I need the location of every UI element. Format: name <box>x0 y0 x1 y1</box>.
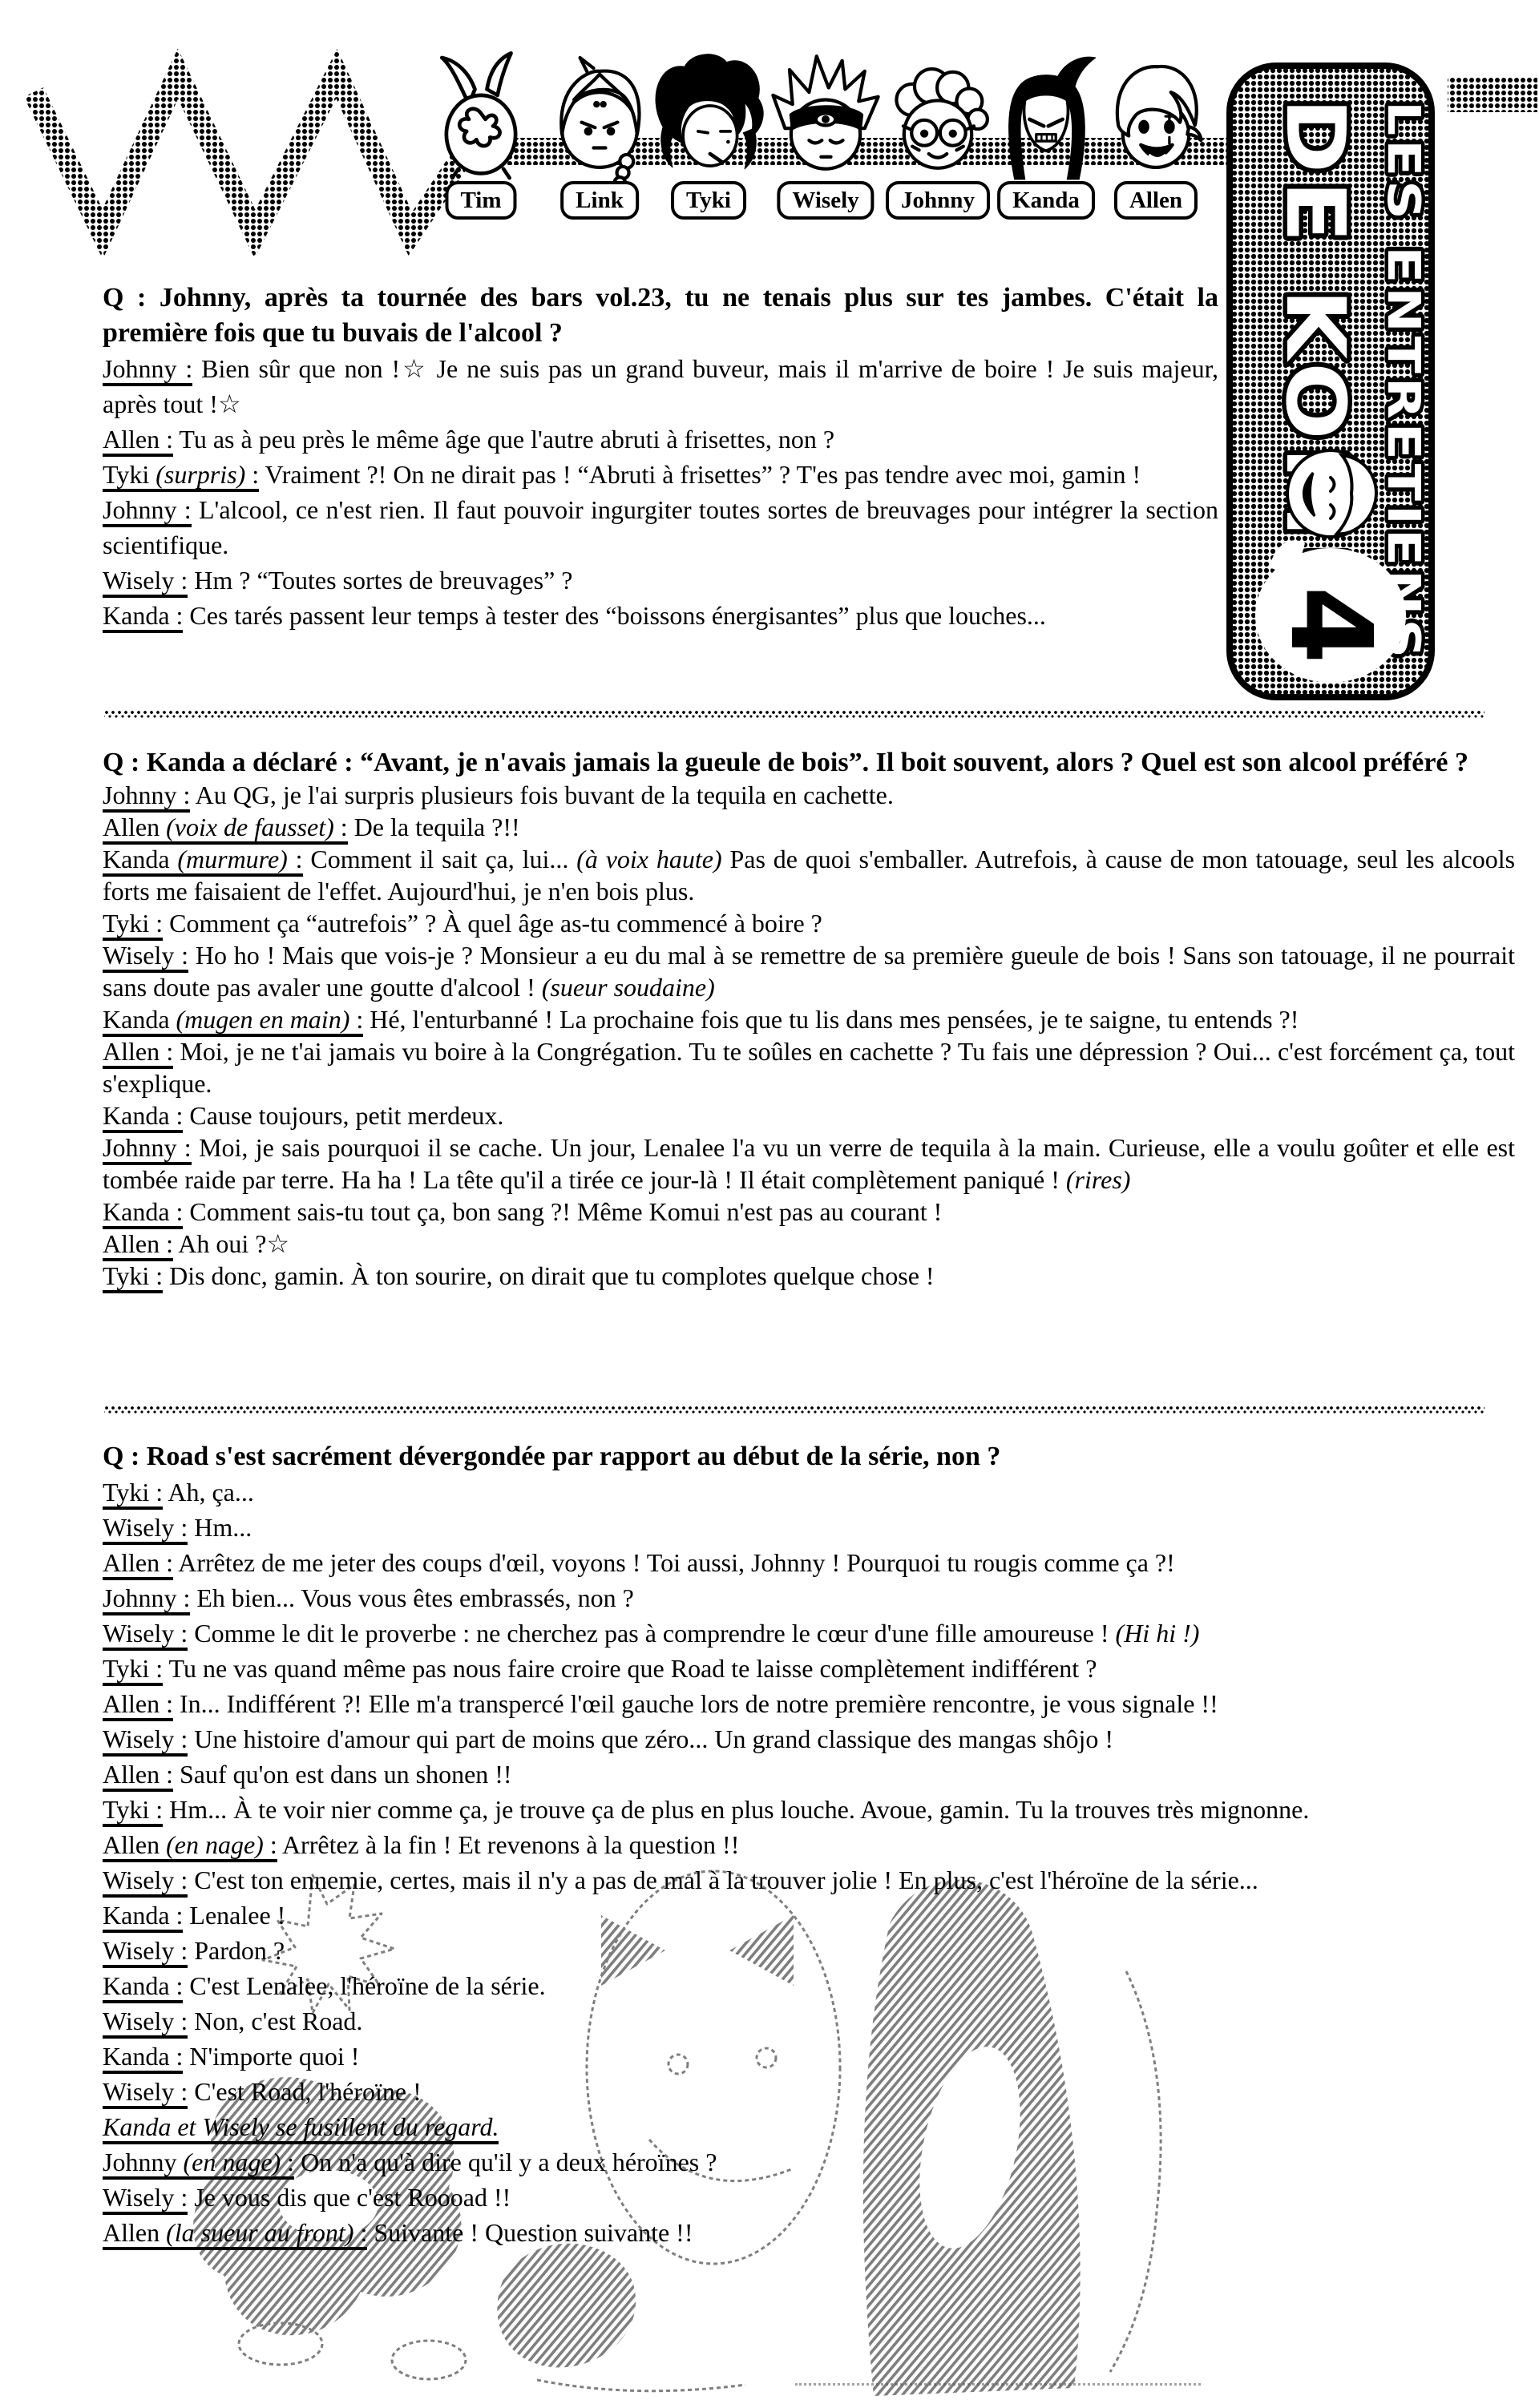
speaker-name: Allen (en nage) : <box>103 1830 277 1862</box>
dialogue-line: Allen : Sauf qu'on est dans un shonen !! <box>103 1757 1525 1792</box>
dialogue-line: Allen : Tu as à peu près le même âge que l'autre abruti à frisettes, non ? <box>103 422 1218 457</box>
speaker-name: Allen : <box>103 425 173 457</box>
character-allen <box>1096 50 1216 234</box>
dialogue-line: Johnny : Au QG, je l'ai surpris plusieurs fois buvant de la tequila en cachette. <box>103 779 1515 811</box>
dialogue-line: Allen (en nage) : Arrêtez à la fin ! Et revenons à la question !! <box>103 1827 1525 1862</box>
dialogue-line: Tyki : Hm... À te voir nier comme ça, je trouve ça de plus en plus louche. Avoue, gamin. Tu la trouves très mignonne. <box>103 1792 1525 1827</box>
narration-line <box>103 2109 1525 2144</box>
series-title-top: LES ENTRETIENS <box>1377 101 1429 565</box>
speaker-name: Wisely : <box>103 2183 188 2215</box>
dotted-divider <box>104 1406 1484 1414</box>
dialogue-line: Wisely : Non, c'est Road. <box>103 2003 1525 2039</box>
speaker-name: Kanda : <box>103 1197 183 1229</box>
link-head-icon <box>539 50 660 186</box>
character-name-tag: Kanda <box>997 181 1095 220</box>
speaker-name: Johnny : <box>103 1583 190 1615</box>
dialogue-line: Wisely : Comme le dit le proverbe : ne cherchez pas à comprendre le cœur d'une fille amoureuse ! (Hi hi !) <box>103 1615 1525 1651</box>
speaker-name: Tyki : <box>103 1261 163 1293</box>
speaker-name: Kanda : <box>103 601 183 633</box>
speaker-name: Wisely : <box>103 941 188 973</box>
speaker-name: Allen : <box>103 1760 173 1792</box>
speaker-name: Johnny : <box>103 354 192 386</box>
dialogue-line: Kanda : N'importe quoi ! <box>103 2039 1525 2074</box>
speaker-name: Tyki : <box>103 1478 163 1510</box>
dialogue-line: Kanda : Lenalee ! <box>103 1898 1525 1933</box>
johnny-head-icon <box>878 50 998 186</box>
dialogue-line: Johnny : Moi, je sais pourquoi il se cache. Un jour, Lenalee l'a vu un verre de tequila à la main. Curieuse, elle a voulu goûter et elle est tombée raide par terre. Ha ha ! La tête qu'il a tirée ce jour-là ! Il était complètement paniqué ! (rires) <box>103 1133 1516 1194</box>
dialogue-line: Wisely : Hm... <box>103 1510 1525 1545</box>
scan-artifact-line <box>795 2383 1201 2386</box>
dialogue-line: Kanda : C'est Lenalee, l'héroïne de la série. <box>103 1968 1525 2003</box>
speaker-name: Wisely : <box>103 1936 188 1968</box>
character-name-tag: Johnny <box>886 181 990 220</box>
dialogue-line: Kanda : Comment sais-tu tout ça, bon sang ?! Même Komui n'est pas au courant ! <box>103 1196 1515 1228</box>
speaker-name: Wisely : <box>103 2007 188 2039</box>
character-name-tag: Link <box>560 181 639 220</box>
speaker-name: Allen : <box>103 1689 173 1721</box>
speaker-name: Wisely : <box>103 1513 188 1545</box>
speaker-name: Kanda (mugen en main) : <box>103 1005 363 1037</box>
dialogue-line: Allen : In... Indifférent ?! Elle m'a transpercé l'œil gauche lors de notre première rencontre, je vous signale !! <box>103 1686 1525 1721</box>
qa-section-3 <box>103 1439 1525 2250</box>
speaker-name: Allen (voix de fausset) : <box>103 813 348 845</box>
dialogue-line: Wisely : Pardon ? <box>103 1933 1525 1968</box>
qa-section-1 <box>103 280 1218 633</box>
speaker-name: Johnny : <box>103 780 190 813</box>
dialogue-line: Johnny (en nage) : On n'a qu'à dire qu'il y a deux héroïnes ? <box>103 2144 1525 2180</box>
dialogue-line: Allen : Moi, je ne t'ai jamais vu boire à la Congrégation. Tu te soûles en cachette ? Tu fais une dépression ? Oui... c'est forcément ça, tout s'explique. <box>103 1037 1516 1098</box>
character-tim <box>421 50 541 234</box>
speaker-name: Allen : <box>103 1548 173 1580</box>
character-name-tag: Tim <box>445 181 516 220</box>
series-title-box <box>1225 61 1446 708</box>
character-johnny <box>878 50 998 234</box>
dialogue-line: Kanda : Ces tarés passent leur temps à tester des “boissons énergisantes” plus que louches... <box>103 598 1218 633</box>
dialogue-line: Tyki : Ah, ça... <box>103 1474 1525 1510</box>
dialogue-line: Wisely : C'est ton ennemie, certes, mais il n'y a pas de mal à la trouver jolie ! En plus, c'est l'héroïne de la série... <box>103 1862 1525 1898</box>
character-wisely <box>765 50 886 234</box>
dialogue-line: Allen : Ah oui ?☆ <box>103 1228 1515 1260</box>
speaker-name: Johnny : <box>103 495 192 527</box>
dialogue-line: Wisely : Je vous dis que c'est Roooad !! <box>103 2180 1525 2215</box>
character-kanda <box>986 50 1106 234</box>
character-name-tag: Tyki <box>671 181 746 220</box>
dialogue-line: Kanda (mugen en main) : Hé, l'enturbanné ! La prochaine fois que tu lis dans mes pensées, je te saigne, tu entends ?! <box>103 1003 1515 1035</box>
question-line: Q : Road s'est sacrément dévergondée par rapport au début de la série, non ? <box>103 1442 1001 1471</box>
speaker-name: Tyki (surpris) : <box>103 460 259 492</box>
dialogue-line: Kanda : Cause toujours, petit merdeux. <box>103 1099 1515 1131</box>
episode-number: 4 <box>1265 586 1396 664</box>
dialogue-line: Allen (la sueur au front) : Suivante ! Question suivante !! <box>103 2215 1525 2250</box>
speaker-name: Allen : <box>103 1037 173 1069</box>
speaker-name: Tyki : <box>103 909 163 941</box>
question-line: Q : Johnny, après ta tournée des bars vol.23, tu ne tenais plus sur tes jambes. C'était la première fois que tu buvais de l'alcool ? <box>103 283 1218 348</box>
dialogue-line: Johnny : Bien sûr que non !☆ Je ne suis pas un grand buveur, mais il m'arrive de boire ! Je suis majeur, après tout !☆ <box>103 354 1219 418</box>
speaker-name: Johnny : <box>103 1133 192 1165</box>
qa-section-2 <box>103 747 1515 1292</box>
speaker-name: Kanda : <box>103 1101 183 1133</box>
speaker-name: Kanda : <box>103 1971 183 2003</box>
character-tyki <box>648 50 769 234</box>
narration-text: Kanda et Wisely se fusillent du regard. <box>103 2112 499 2144</box>
speaker-name: Allen (la sueur au front) : <box>103 2218 367 2250</box>
komui-chibi-icon <box>1287 450 1376 537</box>
dialogue-line: Tyki : Dis donc, gamin. À ton sourire, on dirait que tu complotes quelque chose ! <box>103 1260 1515 1292</box>
wisely-head-icon <box>765 50 886 186</box>
speaker-name: Kanda : <box>103 1901 183 1933</box>
speaker-name: Kanda (murmure) : <box>103 845 303 877</box>
character-name-tag: Allen <box>1114 181 1198 220</box>
dialogue-line: Johnny : Eh bien... Vous vous êtes embrassés, non ? <box>103 1580 1525 1615</box>
dialogue-line: Wisely : Une histoire d'amour qui part de moins que zéro... Un grand classique des mangas shôjo ! <box>103 1721 1525 1757</box>
speaker-name: Kanda : <box>103 2042 183 2074</box>
dialogue-line: Kanda (murmure) : Comment il sait ça, lui... (à voix haute) Pas de quoi s'emballer. Autrefois, à cause de mon tatouage, seul les alcools forts me faisaient de l'effet. Aujourd'hui, je n'en bois plus. <box>103 845 1516 906</box>
speaker-name: Wisely : <box>103 1865 188 1898</box>
speaker-name: Tyki : <box>103 1654 163 1686</box>
dialogue-line: Tyki : Tu ne vas quand même pas nous faire croire que Road te laisse complètement indifférent ? <box>103 1651 1525 1686</box>
tyki-head-icon <box>648 50 769 186</box>
character-link <box>539 50 660 234</box>
character-name-tag: Wisely <box>777 181 874 220</box>
dialogue-line: Wisely : Ho ho ! Mais que vois-je ? Monsieur a eu du mal à se remettre de sa première gueule de bois ! Sans son tatouage, il ne pourrait sans doute pas avaler une goutte d'alcool ! (sueur soudaine) <box>103 941 1516 1002</box>
dialogue-line: Allen (voix de fausset) : De la tequila ?!! <box>103 811 1515 843</box>
dialogue-line: Allen : Arrêtez de me jeter des coups d'œil, voyons ! Toi aussi, Johnny ! Pourquoi tu rougis comme ça ?! <box>103 1545 1525 1580</box>
allen-head-icon <box>1096 50 1216 186</box>
dialogue-line: Wisely : Hm ? “Toutes sortes de breuvages” ? <box>103 563 1218 598</box>
question-line: Q : Kanda a déclaré : “Avant, je n'avais jamais la gueule de bois”. Il boit souvent, alors ? Quel est son alcool préféré ? <box>103 748 1469 777</box>
tim-golem-icon <box>421 50 541 186</box>
speaker-name: Wisely : <box>103 566 188 598</box>
dotted-divider <box>104 710 1484 718</box>
kanda-head-icon <box>986 50 1106 186</box>
series-title-main: DE KOMUI <box>1267 98 1363 609</box>
dialogue-line: Tyki : Comment ça “autrefois” ? À quel âge as-tu commencé à boire ? <box>103 907 1515 939</box>
speaker-name: Tyki : <box>103 1795 163 1827</box>
speaker-name: Johnny (en nage) : <box>103 2148 294 2180</box>
dialogue-line: Wisely : C'est Road, l'héroïne ! <box>103 2074 1525 2109</box>
speaker-name: Wisely : <box>103 1724 188 1757</box>
dialogue-line: Johnny : L'alcool, ce n'est rien. Il faut pouvoir ingurgiter toutes sortes de breuvages pour intégrer la section scientifique. <box>103 495 1219 559</box>
speaker-name: Wisely : <box>103 1619 188 1651</box>
speaker-name: Wisely : <box>103 2077 188 2109</box>
dialogue-line: Tyki (surpris) : Vraiment ?! On ne dirait pas ! “Abruti à frisettes” ? T'es pas tendre avec moi, gamin ! <box>103 457 1218 492</box>
speaker-name: Allen : <box>103 1229 173 1261</box>
